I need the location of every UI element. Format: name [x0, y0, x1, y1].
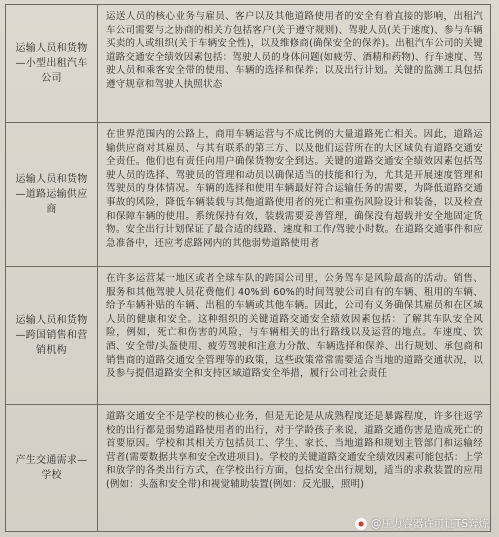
watermark [355, 516, 489, 531]
row-label-cell [6, 267, 98, 404]
table-row [6, 123, 490, 267]
row-text: 在世界范围内的公路上，商用车辆运营与不成比例的大量道路死亡相关。因此，道路运输供应商对其雇员、与其有联系的第三方、以及他们运营所在的大区域负有道路交通安全责任。他们也有责任向用户确保货物安全到达。关键的道路交通安全绩效因素包括驾驶人员的选择、驾驶员的管理和动员以确保适当的技能和行为，尤其是开展速度管理和驾驶员的身体情况。车辆的选择和使用车辆最好符合运输任务的需要，为降低道路交通事故的风险，降低车辆装载与其他道路使用者的死亡和重伤风险设计和装备，以及检查和保障车辆的使用。系统保持有效，装载需要妥善管理，确保没有超载并安全地固定货物。安全出行计划保证了最合适的线路、速度和工作/驾驶小时数。在道路交通事件和应急准备中，还应考虑路网内的其他弱势道路使用者 [106, 129, 483, 249]
row-label: 产生交通需求—学校 [15, 455, 88, 481]
watermark-text: @压力容器许可证TS奔炼 [370, 518, 489, 530]
row-label: 运输人员和货物—小型出租汽车公司 [15, 43, 88, 84]
table-row [6, 5, 490, 123]
row-text: 道路交通安全不是学校的核心业务，但是无论是从成熟程度还是暴露程度，许多往返学校的出行都是弱势道路使用者的出行，对于学龄孩子来说，道路交通伤害是造成死亡的首要原因。学校和其相关方包括员工、学生、家长、当地道路和规划主管部门和运输经营者(需要数据共享和安全改进项目)。学校的关键道路交通安全绩效因素可能包括：上学和放学的各类出行方式，在学校出行方面，包括安全出行规划，适当的求救装置的应用(例如：头盔和安全带)和视觉辅助装置(例如：反光服，照明) [106, 411, 483, 490]
row-label: 运输人员和货物—跨国销售和营销机构 [15, 315, 88, 356]
row-label-cell [6, 405, 98, 531]
content-table [5, 4, 491, 532]
row-text: 运送人员的核心业务与雇员、客户以及其他道路使用者的安全有着直接的影响，出租汽车公司需要与之协商的相关方包括客户(关于遵守规则)、驾驶人员(关于速度)、参与车辆买卖的人或组织(关于车辆安全性)，以及维修商(确保安全的保养)。出租汽车公司的关键道路交通安全绩效因素包括：驾驶人员的身体问题(如疲劳、酒精和药物)、行车速度、驾驶人员和乘客安全带的使用、车辆的选择和保养；以及出行计划。关键的监测工具包括遵守规章和驾驶人执照状态 [106, 11, 483, 90]
row-label: 运输人员和货物—道路运输供应商 [15, 174, 88, 215]
table-row [6, 405, 490, 531]
table-row [6, 267, 490, 405]
watermark-logo-icon [355, 518, 367, 530]
row-label-cell [6, 5, 98, 122]
row-text: 在许多运营某一地区或者全球车队的跨国公司里，公务驾车是风险最高的活动。销售、服务和其他驾驶人员花费他们 40%到 60%的时间驾驶公司自有的车辆、租用的车辆、给予车辆补贴的车辆、出租的车辆或其他车辆。因此，公司有义务确保其雇员和在区域人员的健康和安全。这种组织的关键道路交通安全绩效因素包括：了解其车队安全风险，例如，死亡和伤害的风险，与车辆相关的出行路线以及运营的地点。车速度、饮酒、安全带/头盔使用、疲劳驾驶和注意力分散、车辆选择和保养、出行规划、承包商和销售商的道路交通安全管理等的政策，这些政策常常需要适合当地的道路交通状况，以及参与提倡道路安全和支持区域道路安全举措，履行公司社会责任 [106, 273, 483, 380]
row-label-cell [6, 123, 98, 266]
